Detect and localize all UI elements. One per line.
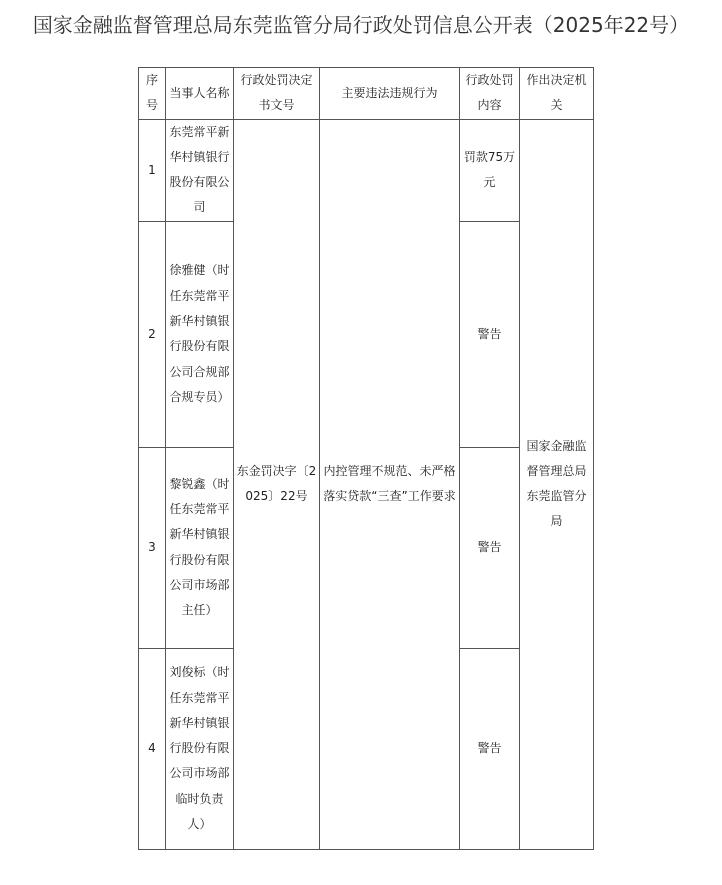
row-number: 2 bbox=[139, 221, 166, 447]
penalty-content: 罚款75万元 bbox=[460, 119, 520, 221]
row-number: 1 bbox=[139, 119, 166, 221]
header-no: 序号 bbox=[139, 68, 166, 120]
row-number: 3 bbox=[139, 447, 166, 648]
party-name: 黎锐鑫（时任东莞常平新华村镇银行股份有限公司市场部主任） bbox=[166, 447, 234, 648]
header-authority: 作出决定机关 bbox=[520, 68, 594, 120]
header-penalty: 行政处罚内容 bbox=[460, 68, 520, 120]
party-name: 东莞常平新华村镇银行股份有限公司 bbox=[166, 119, 234, 221]
header-party: 当事人名称 bbox=[166, 68, 234, 120]
party-name: 徐雅健（时任东莞常平新华村镇银行股份有限公司合规部合规专员） bbox=[166, 221, 234, 447]
party-name: 刘俊标（时任东莞常平新华村镇银行股份有限公司市场部临时负责人） bbox=[166, 648, 234, 849]
header-violation: 主要违法违规行为 bbox=[320, 68, 460, 120]
header-doc-no: 行政处罚决定书文号 bbox=[234, 68, 320, 120]
penalty-content: 警告 bbox=[460, 648, 520, 849]
penalty-content: 警告 bbox=[460, 447, 520, 648]
violation-description: 内控管理不规范、未严格落实贷款“三查”工作要求 bbox=[320, 119, 460, 849]
row-number: 4 bbox=[139, 648, 166, 849]
decision-document-number: 东金罚决字〔2025〕22号 bbox=[234, 119, 320, 849]
deciding-authority: 国家金融监督管理总局东莞监管分局 bbox=[520, 119, 594, 849]
penalty-content: 警告 bbox=[460, 221, 520, 447]
table-row bbox=[139, 119, 594, 221]
page-title: 国家金融监督管理总局东莞监管分局行政处罚信息公开表（2025年22号） bbox=[32, 13, 690, 37]
table-header-row bbox=[139, 68, 594, 120]
penalty-info-table bbox=[138, 67, 594, 850]
